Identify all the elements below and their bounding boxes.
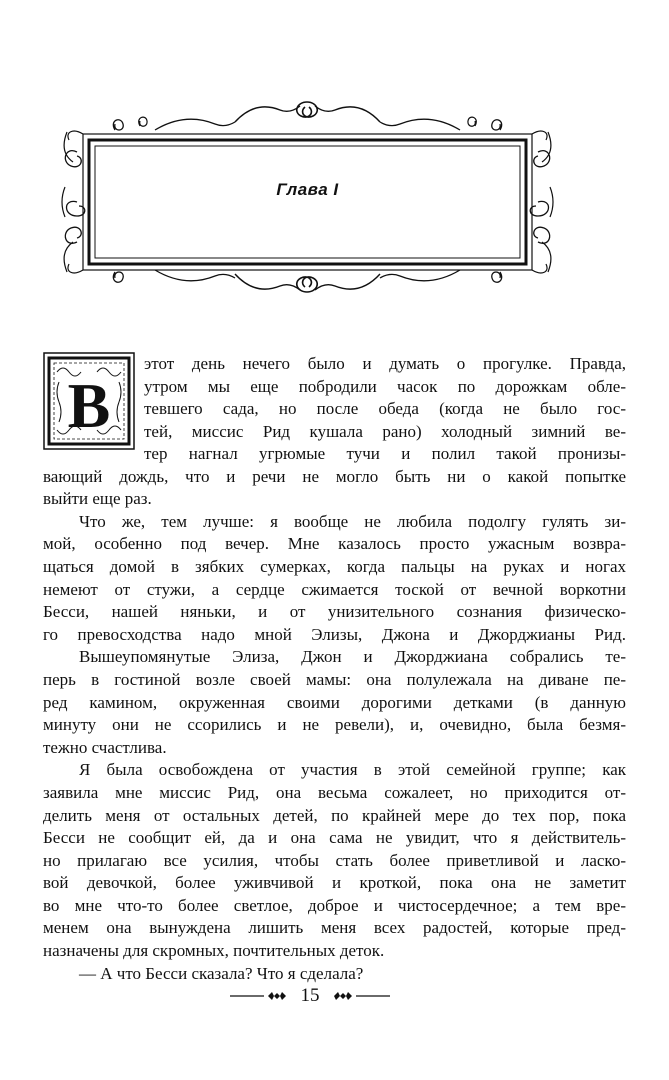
text-line: тевшего сада, но после обеда (когда не было гос- (144, 399, 626, 419)
text-line: — А что Бесси сказала? Что я сделала? (79, 963, 364, 983)
text-line: перь в гостиной возле своей мамы: она полулежала на диване пе- (43, 669, 626, 689)
text-line: утром мы еще побродили часок по дорожкам обле- (144, 376, 626, 396)
dropcap-letter: В (67, 370, 111, 441)
text-line: го превосходства надо мной Элизы, Джона и Джорджианы Рид. (43, 624, 626, 644)
page-folio (230, 983, 390, 1009)
text-line: тер нагнал угрюмые тучи и полил такой пронизы- (144, 444, 626, 463)
text-line: менем она вынуждена лишить меня всех радостей, которые пред- (43, 918, 626, 938)
first-paragraph-head (144, 353, 626, 443)
chapter-title: Глава I (276, 180, 339, 199)
text-line: тей, миссис Рид кушала рано) холодный зимний ве- (144, 421, 626, 441)
text-line: Что же, тем лучше: я вообще не любила подолгу гулять зи- (79, 511, 626, 531)
text-line: минуту они не ссорились и не ревели), и, очевидно, была безмя- (43, 715, 626, 735)
text-line: немеют от стужи, а сердце сжимается тоской от вечной воркотни (43, 579, 626, 599)
text-line: вающий дождь, что и речи не могло быть ни о какой попытке (43, 466, 626, 486)
text-line: Я была освобождена от участия в этой семейной группе; как (79, 760, 626, 780)
text-line: во мне что-то более светлое, доброе и чистосердечное; а тем вре- (43, 895, 626, 915)
text-line: ред камином, окруженная своими дорогими детками (в данную (43, 692, 626, 712)
text-line: этот день нечего было и думать о прогулке. Правда, (144, 354, 626, 373)
body-text (43, 443, 626, 985)
text-line: но прилагаю все усилия, чтобы стать более приветливой и ласко- (43, 850, 626, 870)
text-line: вой девочкой, более уживчивой и кроткой, пока она не заметит (43, 873, 626, 893)
page-number: 15 (300, 985, 320, 1006)
text-line: мой, особенно под вечер. Мне казалось просто ужасным возвра- (43, 534, 626, 554)
dropcap-ornament (43, 352, 135, 450)
text-line: выйти еще раз. (43, 489, 152, 509)
text-line: делить меня от остальных детей, по крайней мере до тех пор, пока (43, 805, 626, 825)
text-line: назначены для скромных, почтительных деток. (43, 941, 385, 961)
text-line: Вышеупомянутые Элиза, Джон и Джорджиана собрались те- (79, 647, 626, 667)
text-line: Бесси, нашей няньки, и от унизительного сознания физическо- (43, 602, 626, 622)
text-line: Бесси не сообщит ей, да и она сама не увидит, что я действитель- (43, 828, 626, 848)
text-line: заявила мне миссис Рид, она весьма сожалеет, но приходится от- (43, 782, 626, 802)
text-line: тежно счастлива. (43, 737, 167, 757)
text-line: щаться домой в зябких сумерках, когда пальцы на руках и ногах (43, 556, 626, 576)
